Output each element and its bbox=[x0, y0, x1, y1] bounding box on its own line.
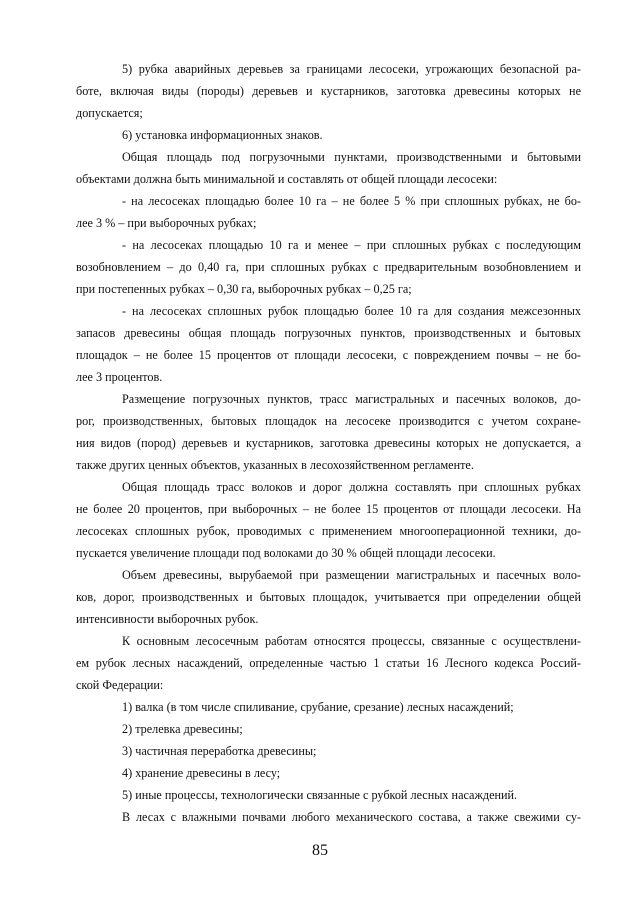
text-line: 6) установка информационных знаков. bbox=[122, 128, 323, 142]
text-line: Размещение погрузочных пунктов, трасс магистральных и пасечных волоков, до- bbox=[122, 392, 581, 406]
text-line: 5) иные процессы, технологически связанные с рубкой лесных насаждений. bbox=[122, 788, 518, 802]
text-line: возобновлением – до 0,40 га, при сплошных рубках с предварительным возобновлением и bbox=[76, 260, 581, 274]
text-line: 1) валка (в том числе спиливание, срубание, срезание) лесных насаждений; bbox=[122, 700, 514, 714]
text-line: рог, производственных, бытовых площадок на лесосеке производится с учетом сохране- bbox=[76, 414, 581, 428]
document-body bbox=[76, 58, 581, 828]
text-line: объектами должна быть минимальной и составлять от общей площади лесосеки: bbox=[76, 172, 498, 186]
text-line: не более 20 процентов, при выборочных – не более 15 процентов от площади лесосеки. На bbox=[76, 502, 581, 516]
text-line: также других ценных объектов, указанных в лесохозяйственном регламенте. bbox=[76, 458, 474, 472]
text-line: Общая площадь трасс волоков и дорог должна составлять при сплошных рубках bbox=[122, 480, 581, 494]
text-line: ков, дорог, производственных и бытовых площадок, учитывается при определении общей bbox=[76, 590, 581, 604]
text-line: - на лесосеках сплошных рубок площадью более 10 га для создания межсезонных bbox=[122, 304, 581, 318]
text-line: допускается; bbox=[76, 106, 143, 120]
text-line: лесосеках сплошных рубок, проводимых с применением многооперационной техники, до- bbox=[76, 524, 581, 538]
text-line: боте, включая виды (породы) деревьев и кустарников, заготовка древесины которых не bbox=[76, 84, 581, 98]
text-line: 3) частичная переработка древесины; bbox=[122, 744, 317, 758]
text-line: лее 3 процентов. bbox=[76, 370, 163, 384]
text-line: ем рубок лесных насаждений, определенные частью 1 статьи 16 Лесного кодекса Россий- bbox=[76, 656, 581, 670]
text-line: В лесах с влажными почвами любого механического состава, а также свежими су- bbox=[122, 810, 581, 824]
text-line: интенсивности выборочных рубок. bbox=[76, 612, 259, 626]
text-line: при постепенных рубках – 0,30 га, выборочных рубках – 0,25 га; bbox=[76, 282, 412, 296]
page-number: 85 bbox=[312, 842, 328, 859]
text-line: ской Федерации: bbox=[76, 678, 164, 692]
text-line: - на лесосеках площадью 10 га и менее – при сплошных рубках с последующим bbox=[122, 238, 581, 252]
text-line: пускается увеличение площади под волоками до 30 % общей площади лесосеки. bbox=[76, 546, 496, 560]
text-line: 2) трелевка древесины; bbox=[122, 722, 243, 736]
text-line: площадок – не более 15 процентов от площади лесосеки, с повреждением почвы – не бо- bbox=[76, 348, 581, 362]
text-line: Общая площадь под погрузочными пунктами, производственными и бытовыми bbox=[122, 150, 581, 164]
text-line: 4) хранение древесины в лесу; bbox=[122, 766, 281, 780]
text-line: лее 3 % – при выборочных рубках; bbox=[76, 216, 257, 230]
text-line: Объем древесины, вырубаемой при размещении магистральных и пасечных воло- bbox=[122, 568, 581, 582]
text-line: запасов древесины общая площадь погрузочных пунктов, производственных и бытовых bbox=[76, 326, 581, 340]
text-line: - на лесосеках площадью более 10 га – не более 5 % при сплошных рубках, не бо- bbox=[122, 194, 581, 208]
text-line: 5) рубка аварийных деревьев за границами лесосеки, угрожающих безопасной ра- bbox=[122, 62, 581, 76]
text-line: ния видов (пород) деревьев и кустарников, заготовка древесины которых не допускается, а bbox=[76, 436, 581, 450]
text-line: К основным лесосечным работам относятся процессы, связанные с осуществлени- bbox=[122, 634, 581, 648]
